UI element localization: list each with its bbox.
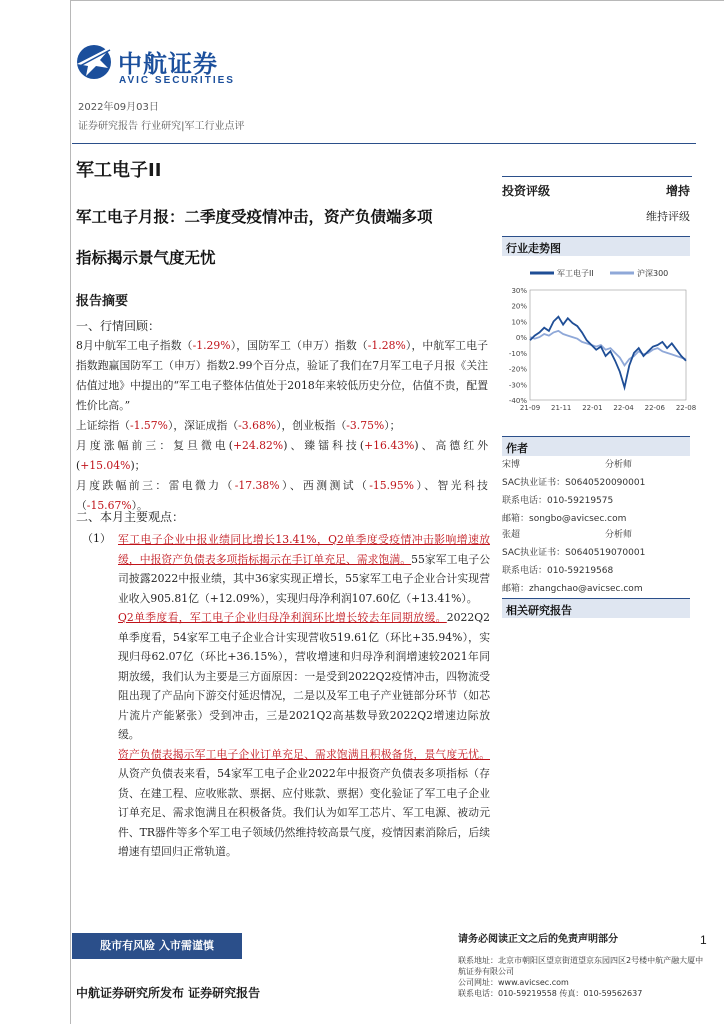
index-change-value: -1.29% bbox=[192, 339, 231, 352]
stock-change-value: +16.43% bbox=[364, 439, 415, 452]
index-change-value: -3.75% bbox=[346, 419, 385, 432]
viewpoint-paragraph-3 bbox=[118, 745, 490, 862]
related-reports-header: 相关研究报告 bbox=[502, 598, 690, 618]
rating-label: 投资评级 bbox=[502, 184, 551, 198]
page-number: 1 bbox=[700, 933, 707, 947]
plane-logo-icon bbox=[74, 38, 116, 82]
author-2-email[interactable]: 邮箱：zhangchao@avicsec.com bbox=[502, 584, 643, 594]
legend-label-series1: 军工电子II bbox=[557, 269, 594, 278]
author-1-block bbox=[502, 456, 692, 528]
author-1-sac: SAC执业证书：S0640520090001 bbox=[502, 478, 646, 488]
y-tick-label: -40% bbox=[508, 397, 527, 405]
viewpoint-paragraph-2 bbox=[118, 608, 490, 745]
text-segment: ）、智光科技（ bbox=[76, 479, 488, 512]
rating-sub: 维持评级 bbox=[646, 210, 690, 223]
x-tick-label: 22-08 bbox=[675, 404, 697, 412]
section2-heading: 二、本月主要观点： bbox=[76, 510, 185, 524]
market-review-paragraph bbox=[76, 336, 488, 416]
series-line-2 bbox=[530, 331, 686, 366]
author-2-sac: SAC执业证书：S0640519070001 bbox=[502, 548, 646, 558]
highlight-text: 资产负债表揭示军工电子企业订单充足、需求饱满且积极备货，景气度无忧。 bbox=[118, 747, 490, 761]
footer-contact-block bbox=[458, 933, 708, 999]
report-breadcrumb: 证券研究报告 行业研究|军工行业点评 bbox=[78, 121, 245, 132]
section2-body bbox=[118, 530, 490, 862]
index-change-value: -3.68% bbox=[238, 419, 277, 432]
trend-chart-svg bbox=[502, 262, 697, 424]
text-segment: )； bbox=[130, 459, 146, 472]
author-1-name: 宋博 bbox=[502, 460, 521, 470]
text-segment: ），中航军工电子指数跑赢国防军工（申万）指数2.99个百分点，验证了我们在7月军工电子月报《关注估值过地》中提出的“军工电子整体估值处于2018年来较低历史分位，估值不贵，配置性价比高。” bbox=[76, 339, 488, 412]
viewpoint-paragraph-1 bbox=[118, 530, 490, 608]
author-2-block bbox=[502, 526, 692, 598]
stock-change-value: -15.67% bbox=[86, 499, 132, 512]
sidebar-top-rule bbox=[502, 176, 692, 177]
text-segment: 8月中航军工电子指数（ bbox=[76, 339, 193, 352]
left-margin-line bbox=[70, 0, 71, 1024]
text-segment: 从资产负债表来看，54家军工电子企业2022年中报资产负债表多项指标（存货、在建工程、应收账款、票据、应付账款、票据）变化验证了军工电子企业订单充足、需求饱满且在积极备货。我们认为如军工芯片、军工电源、被动元件、TR器件等多个军工电子领域仍然维持较高景气度，疫情因素消除后，后续增速有望回归正常轨道。 bbox=[118, 767, 490, 858]
top-border bbox=[70, 0, 724, 1]
report-title-line1: 军工电子月报：二季度受疫情冲击，资产负债端多项 bbox=[76, 208, 433, 226]
author-2-name-row bbox=[502, 526, 692, 544]
text-segment: 月度涨幅前三：复旦微电( bbox=[76, 439, 233, 452]
header-rule bbox=[72, 143, 696, 144]
footer-website[interactable]: 公司网址：www.avicsec.com bbox=[458, 978, 569, 987]
text-segment: 上证综指（ bbox=[76, 419, 130, 432]
author-1-name-row bbox=[502, 456, 692, 474]
author-1-phone: 联系电话：010-59219575 bbox=[502, 496, 614, 506]
footer-address: 联系地址：北京市朝阳区望京街道望京东园四区2号楼中航产融大厦中航证券有限公司 bbox=[458, 956, 704, 976]
broad-index-paragraph bbox=[76, 416, 488, 436]
sector-name: 军工电子II bbox=[76, 160, 162, 181]
trend-chart bbox=[502, 262, 697, 424]
author-1-role: 分析师 bbox=[604, 460, 632, 470]
y-tick-label: 10% bbox=[511, 318, 527, 327]
x-tick-label: 22-01 bbox=[582, 404, 603, 412]
y-tick-label: 0% bbox=[515, 334, 527, 343]
x-tick-label: 22-06 bbox=[644, 404, 665, 412]
section1-body bbox=[76, 336, 488, 516]
y-tick-label: -10% bbox=[508, 349, 527, 358]
stock-change-value: +15.04% bbox=[80, 459, 131, 472]
chart-plot-frame bbox=[530, 290, 686, 400]
index-change-value: -1.28% bbox=[367, 339, 406, 352]
y-tick-label: -30% bbox=[508, 381, 527, 390]
text-segment: 55家军工电子公司披露2022中报业绩，其中36家实现正增长，55家军工电子企业合计实现营业收入905.81亿（+12.09%），实现归母净利润107.60亿（+13.41%）。 bbox=[118, 552, 490, 605]
y-tick-label: 30% bbox=[511, 287, 527, 295]
author-2-name: 张超 bbox=[502, 530, 521, 540]
logo-chinese-text: 中航证券 bbox=[118, 50, 218, 78]
report-title-line2: 指标揭示景气度无忧 bbox=[76, 249, 216, 267]
section1-heading: 一、行情回顾： bbox=[76, 319, 161, 333]
risk-warning-bar: 股市有风险 入市需谨慎 bbox=[72, 933, 242, 959]
footer-disclaimer: 请务必阅读正文之后的免责声明部分 bbox=[458, 934, 618, 945]
summary-heading: 报告摘要 bbox=[76, 294, 129, 309]
stock-change-value: -15.95% bbox=[369, 479, 415, 492]
text-segment: 月度跌幅前三：雷电微力（ bbox=[76, 479, 235, 492]
text-segment: ），深证成指（ bbox=[167, 419, 239, 432]
index-change-value: -1.57% bbox=[129, 419, 168, 432]
highlight-text: 军工电子企业中报业绩同比增长13.41%，Q2单季度受疫情冲击影响增速放缓，中报资产负债表多项指标揭示在手订单充足、需求饱满。 bbox=[118, 533, 490, 566]
logo-english-text: AVIC SECURITIES bbox=[119, 75, 235, 86]
text-segment: ）、西测测试（ bbox=[279, 479, 370, 492]
report-date: 2022年09月03日 bbox=[78, 102, 159, 113]
y-tick-label: 20% bbox=[511, 302, 527, 311]
list-marker: （1） bbox=[82, 532, 111, 545]
text-segment: ）； bbox=[384, 419, 401, 432]
author-2-role: 分析师 bbox=[604, 530, 632, 540]
text-segment: )、高德红外( bbox=[76, 439, 488, 472]
footer-phone: 联系电话：010-59219558 传真：010-59562637 bbox=[458, 989, 643, 998]
text-segment: ），国防军工（申万）指数（ bbox=[230, 339, 368, 352]
company-logo bbox=[74, 38, 254, 92]
text-segment: ），创业板指（ bbox=[276, 419, 347, 432]
legend-label-series2: 沪深300 bbox=[637, 269, 669, 278]
authors-header: 作者 bbox=[502, 436, 690, 456]
x-tick-label: 21-11 bbox=[551, 404, 572, 412]
text-segment: 2022Q2单季度看，54家军工电子企业合计实现营收519.61亿（环比+35.94%），实现归母62.07亿（环比+36.15%），营收增速和归母净利润增速较2021年同期放缓，我们认为主要是三方面原因：一是受到2022Q2疫情冲击，四物流受阻出现了产品向下游交付延迟情况，二是以及军工电子产业链部分环节（如芯片流片产能紧张）受到冲击，三是2021Q2高基数导致2022Q2增速边际放缓。 bbox=[118, 611, 490, 741]
author-1-email[interactable]: 邮箱：songbo@avicsec.com bbox=[502, 514, 627, 524]
trend-chart-header: 行业走势图 bbox=[502, 236, 690, 256]
x-tick-label: 22-04 bbox=[613, 404, 634, 412]
stock-change-value: +24.82% bbox=[232, 439, 284, 452]
footer-publisher: 中航证券研究所发布 证券研究报告 bbox=[76, 986, 261, 1000]
x-tick-label: 21-09 bbox=[519, 404, 541, 412]
y-tick-label: -20% bbox=[508, 365, 527, 374]
top-gainers-paragraph bbox=[76, 436, 488, 476]
text-segment: )、臻镭科技( bbox=[283, 439, 365, 452]
author-2-phone: 联系电话：010-59219568 bbox=[502, 566, 614, 576]
text-segment: ）。 bbox=[131, 499, 148, 512]
stock-change-value: -17.38% bbox=[234, 479, 280, 492]
highlight-text: Q2单季度看，军工电子企业归母净利润环比增长较去年同期放缓。 bbox=[118, 611, 447, 624]
rating-value: 增持 bbox=[665, 184, 690, 198]
